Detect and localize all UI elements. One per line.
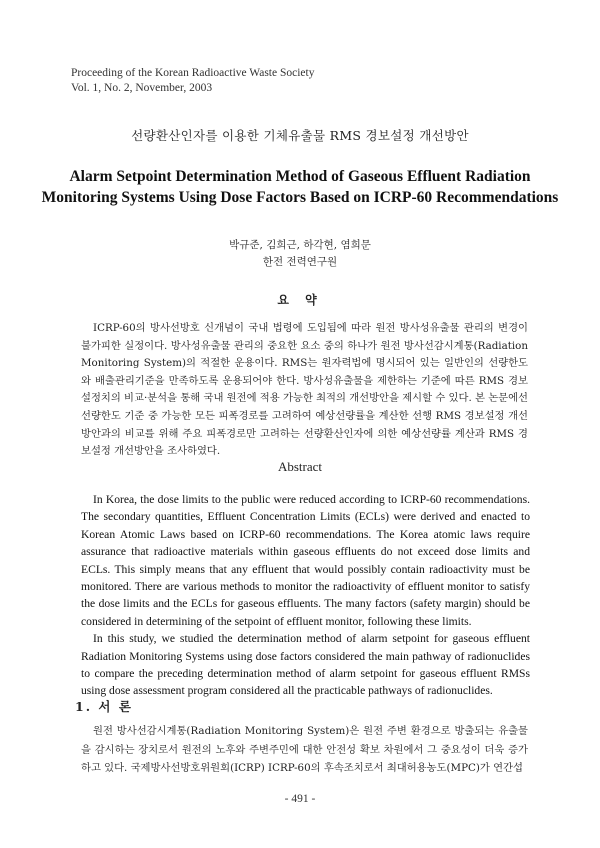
author-names: 박규준, 김희근, 하각현, 염희문 bbox=[229, 239, 371, 251]
english-title: Alarm Setpoint Determination Method of Gaseous Effluent Radiation Monitoring Systems Using Dose Factors Based on ICRP-60 Recommendations bbox=[41, 168, 559, 206]
journal-header bbox=[71, 66, 314, 96]
abstract-paragraph-2: In this study, we studied the determination method of alarm setpoint for gaseous effluent Radiation Monitoring Systems using dose factors considered the main pathway of radionuclides to compare the preceding determination method of alarm setpoint for gaseous effluent RMSs using dose assessment program considered all the practicable pathways of radionuclides. bbox=[81, 632, 530, 698]
abstract-paragraph-1: In Korea, the dose limits to the public were reduced according to ICRP-60 recommendations. The secondary quantities, Effluent Concentration Limits (ECLs) were derived and enacted to Korean Atomic Laws based on ICRP-60 recommendations. The Korea atomic laws require assurance that radioactive materials within gaseous effluents do not exceed dose limits and ECLs. This simply means that any effluent that would possibly contain radioactivity must be monitored. There are various methods to monitor the radioactivity of effluent monitor to satisfy the dose limits and the ECLs for gaseous effluents. The many factors (safety margin) should be considered in determining of the setpoint of effluent monitor, following these limits. bbox=[81, 493, 530, 628]
abstract-heading: Abstract bbox=[277, 459, 323, 474]
korean-summary-paragraph: ICRP-60의 방사선방호 신개념이 국내 법령에 도입됨에 따라 원전 방사성유출물 관리의 변경이 불가피한 실정이다. 방사성유출물 관리의 중요한 요소 중의 하나가 원전 방사선감시계통(Radiation Monitoring System)의 적절한 운용이다. RMS는 원자력법에 명시되어 있는 일반인의 선량한도와 배출관리기준을 만족하도록 운용되어야 한다. 방사성유출물을 제한하는 기준에 따른 RMS 경보설정치의 비교·분석을 통해 국내 원전에 적용 가능한 최적의 개선방안을 제시할 수 있다. 본 논문에선 선량한도 기준 중 가능한 모든 피폭경로를 고려하여 예상선량률을 계산한 선행 RMS 경보설정 개선방안과의 비교를 위해 주요 피폭경로만 고려하는 선량환산인자에 의한 예상선량률 계산과 RMS 경보설정 개선방안을 조사하였다. bbox=[81, 322, 528, 458]
author-block bbox=[0, 237, 600, 271]
korean-title: 선량환산인자를 이용한 기체유출물 RMS 경보설정 개선방안 bbox=[131, 128, 469, 143]
journal-volume: Vol. 1, No. 2, November, 2003 bbox=[71, 82, 213, 94]
author-affiliation: 한전 전력연구원 bbox=[262, 256, 338, 268]
introduction-body bbox=[81, 722, 528, 778]
page-number: - 491 - bbox=[284, 793, 316, 805]
introduction-paragraph: 원전 방사선감시계통(Radiation Monitoring System)은 원전 주변 환경으로 방출되는 유출물을 감시하는 장치로서 원전의 노후와 주변주민에 대한 안전성 확보 차원에서 그 중요성이 더욱 증가하고 있다. 국제방사선방호위원회(ICRP) ICRP-60의 후속조치로서 최대허용농도(MPC)가 연간섭 bbox=[81, 725, 528, 774]
korean-summary bbox=[81, 320, 528, 461]
korean-summary-heading: 요 약 bbox=[277, 293, 323, 307]
english-abstract bbox=[81, 491, 530, 700]
introduction-heading: 1. 서 론 bbox=[75, 699, 133, 714]
journal-name: Proceeding of the Korean Radioactive Waste Society bbox=[71, 67, 315, 79]
